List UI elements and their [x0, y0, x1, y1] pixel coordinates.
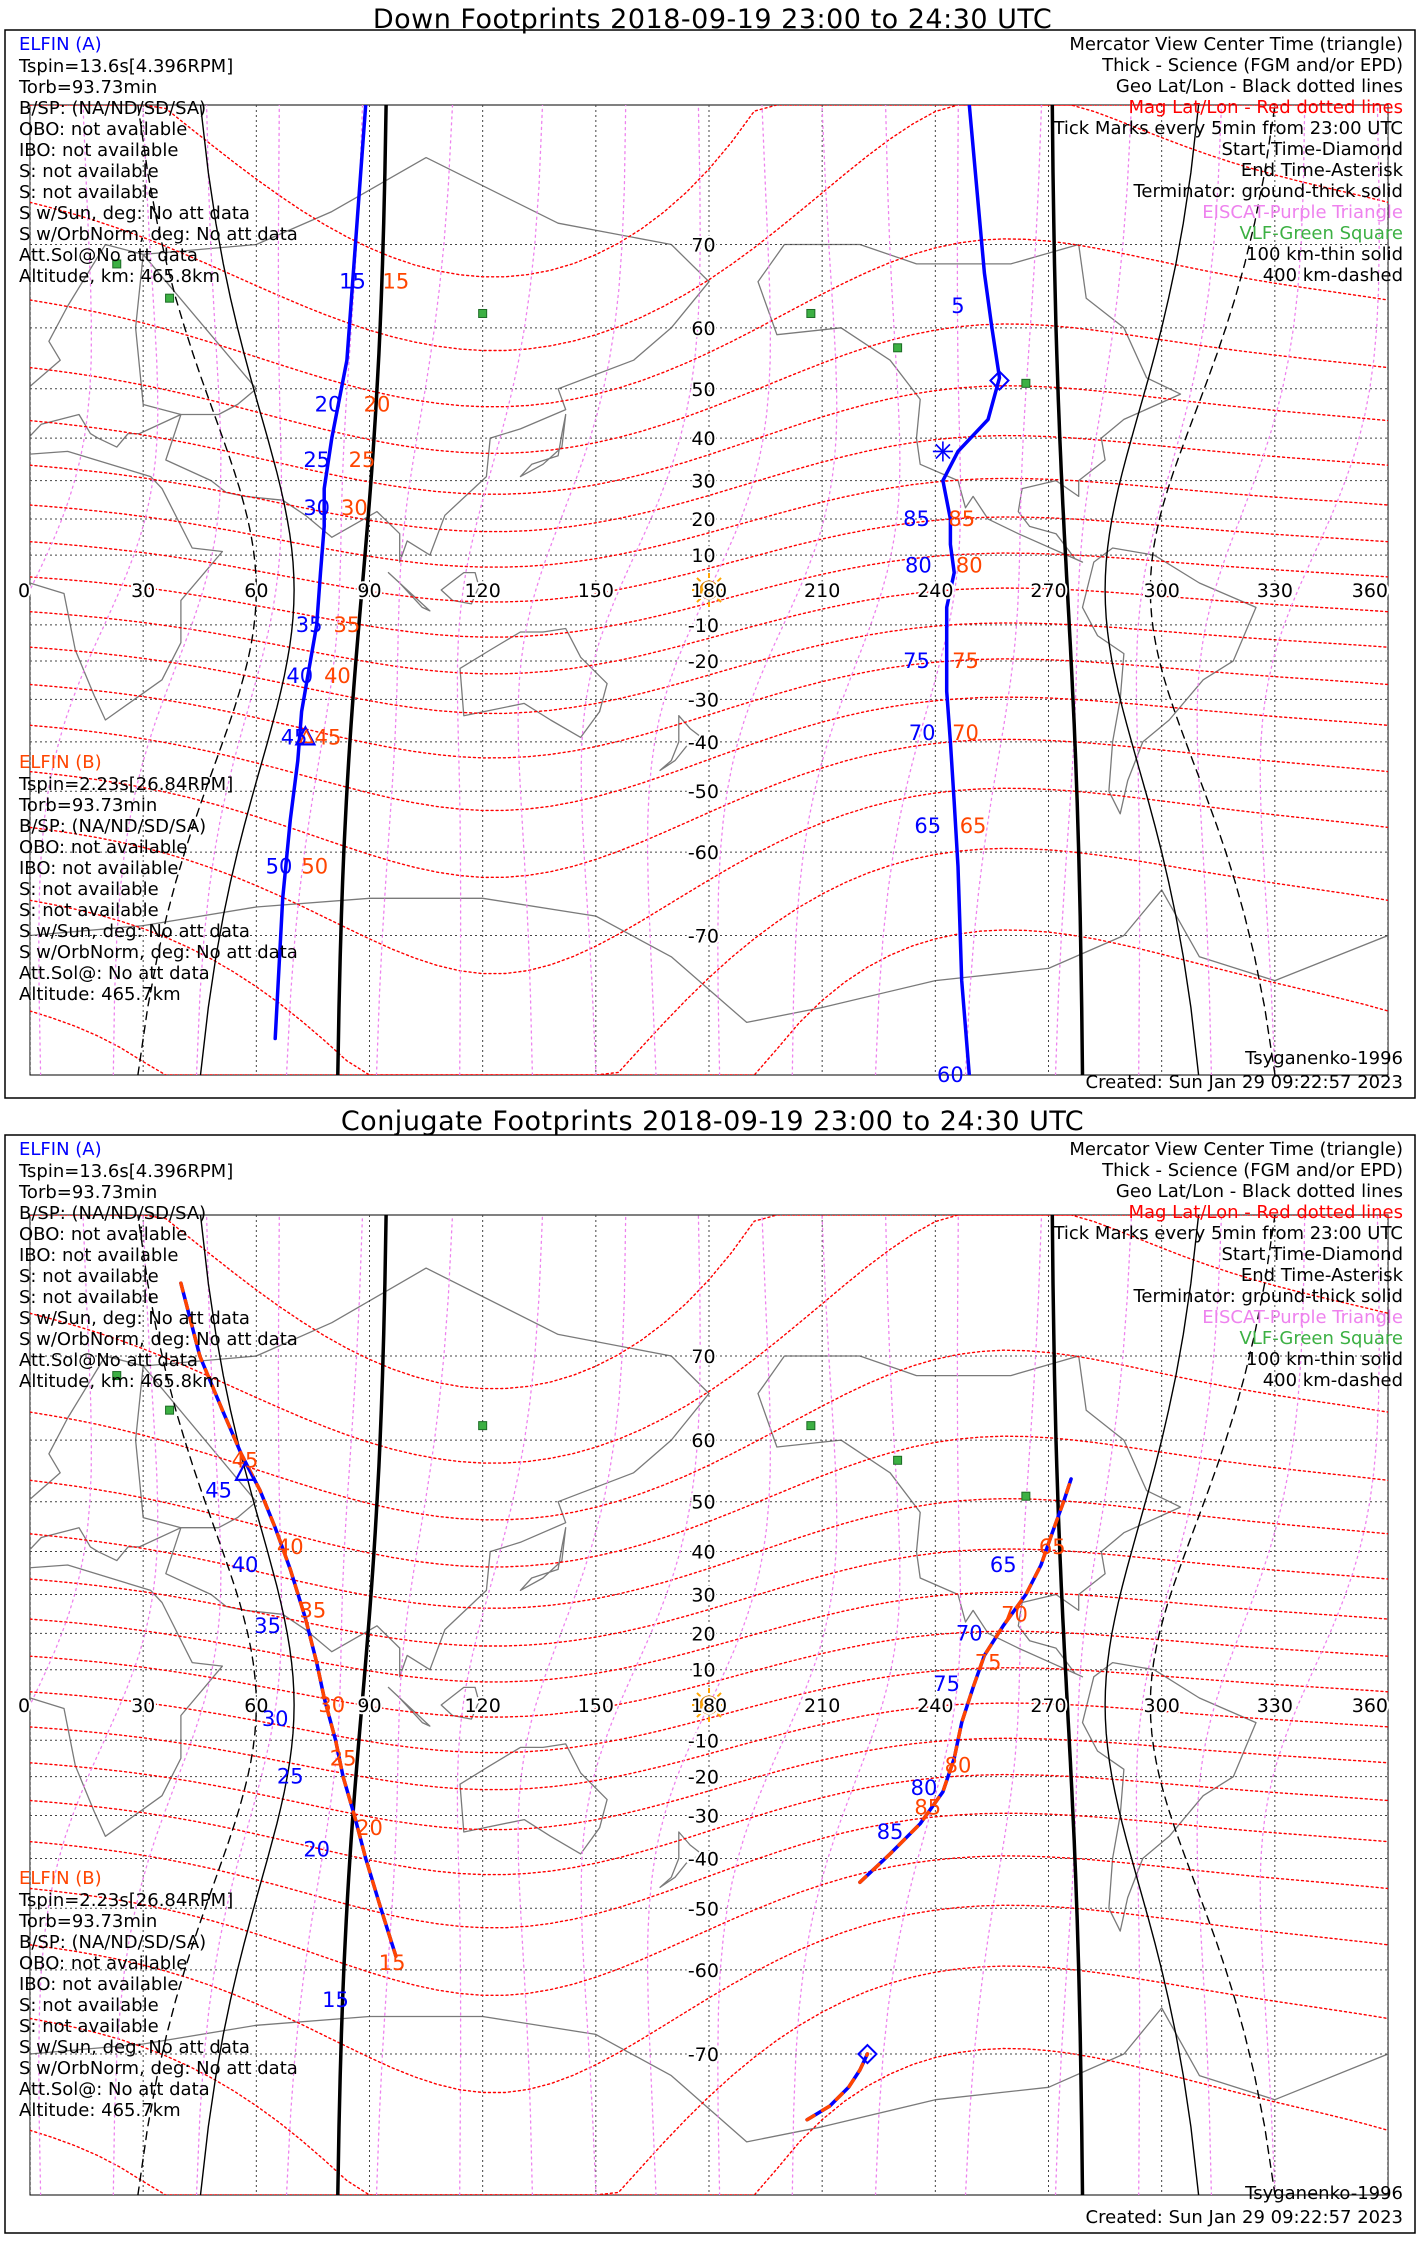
elfin-b-tick: 65: [1038, 1534, 1066, 1559]
elfin-a-line: S w/OrbNorm, deg: No att data: [19, 224, 298, 245]
legend-line: Terminator: ground-thick solid: [1133, 181, 1403, 202]
elfin-b-tick: 30: [318, 1693, 346, 1717]
lat-label: 60: [691, 1430, 716, 1453]
elfin-a-tick: 5: [951, 293, 965, 318]
legend-line: VLF-Green Square: [1239, 223, 1403, 244]
elfin-b-tick: 35: [299, 1598, 327, 1623]
legend-line: 100 km-thin solid: [1246, 1349, 1403, 1370]
elfin-b-line: S: not available: [19, 900, 159, 921]
lat-label: 10: [691, 1659, 716, 1682]
elfin-b-tick: 80: [944, 1753, 972, 1778]
elfin-a-tick: 45: [205, 1478, 232, 1503]
lon-label: 210: [804, 1695, 841, 1717]
elfin-b-tick: 85: [914, 1795, 942, 1820]
map-panel-0: [0, 30, 1415, 1098]
elfin-b-line: Att.Sol@: No att data: [19, 2079, 210, 2100]
elfin-b-line: S w/Sun, deg: No att data: [19, 2037, 250, 2058]
elfin-b-tick: 35: [333, 612, 361, 637]
lat-label: -70: [687, 2044, 719, 2067]
vlf-square: [479, 1422, 487, 1430]
elfin-b-line: S w/Sun, deg: No att data: [19, 921, 250, 942]
elfin-b-line: B/SP: (NA/ND/SD/SA): [19, 816, 207, 837]
elfin-b-line: S: not available: [19, 1995, 159, 2016]
legend-line: Start Time-Diamond: [1221, 1244, 1403, 1265]
elfin-b-line: Torb=93.73min: [19, 1911, 158, 1932]
vlf-square: [166, 294, 174, 302]
lon-label: 180: [690, 1695, 728, 1717]
elfin-a-tick: 70: [908, 720, 936, 745]
legend-line: 400 km-dashed: [1262, 1370, 1403, 1391]
elfin-b-line: OBO: not available: [19, 837, 188, 858]
elfin-b-tick: 30: [341, 495, 368, 520]
lon-label: 360: [1351, 1695, 1388, 1717]
legend-line: Tick Marks every 5min from 23:00 UTC: [1053, 118, 1403, 139]
elfin-a-tick: 75: [933, 1671, 961, 1696]
elfin-a-tick: 15: [322, 1987, 349, 2012]
legend-line: Geo Lat/Lon - Black dotted lines: [1115, 76, 1403, 97]
elfin-a-line: S: not available: [19, 1266, 159, 1287]
elfin-a-line: OBO: not available: [19, 1224, 188, 1245]
elfin-a-tick: 30: [303, 495, 331, 520]
legend-line: Start Time-Diamond: [1221, 139, 1403, 160]
lat-label: -50: [687, 1898, 719, 1921]
elfin-b-tick: 25: [348, 448, 376, 473]
coastline: [388, 1687, 430, 1726]
vlf-square: [894, 1456, 902, 1464]
elfin-b-line: Tspin=2.23s[26.84RPM]: [19, 1890, 234, 1911]
vlf-square: [894, 344, 902, 352]
elfin-a-line: Altitude, km: 465.8km: [19, 1371, 221, 1392]
elfin-a-header: ELFIN (A): [19, 1139, 102, 1160]
elfin-b-line: S w/OrbNorm, deg: No att data: [19, 942, 298, 963]
elfin-b-tick: 75: [952, 648, 979, 673]
elfin-b-line: OBO: not available: [19, 1953, 188, 1974]
lat-label: 40: [691, 1541, 716, 1564]
vlf-square: [807, 309, 815, 317]
lat-label: 50: [691, 378, 716, 401]
lon-label: 270: [1030, 580, 1067, 602]
legend-line: EISCAT-Purple Triangle: [1202, 1307, 1403, 1328]
elfin-b-tick: 80: [955, 553, 983, 578]
elfin-b-line: Att.Sol@: No att data: [19, 963, 210, 984]
lat-label: -70: [687, 925, 719, 948]
lat-label: -30: [687, 689, 719, 712]
lon-label: 60: [244, 1695, 269, 1717]
lon-label: 0: [18, 580, 31, 602]
elfin-a-line: Torb=93.73min: [19, 1182, 158, 1203]
lat-label: 20: [691, 509, 716, 532]
elfin-b-line: S: not available: [19, 879, 159, 900]
lon-label: 120: [464, 1695, 501, 1717]
elfin-a-tick: 70: [955, 1621, 983, 1646]
elfin-a-line: S w/OrbNorm, deg: No att data: [19, 1329, 298, 1350]
elfin-b-line: S: not available: [19, 2016, 159, 2037]
lat-label: 20: [691, 1623, 716, 1646]
elfin-a-line: IBO: not available: [19, 1245, 179, 1266]
coastline: [520, 415, 565, 477]
elfin-a-track: [807, 2054, 867, 2120]
panel-title-down: Down Footprints 2018-09-19 23:00 to 24:30 UTC: [372, 4, 1053, 35]
legend-line: End Time-Asterisk: [1240, 1265, 1403, 1286]
elfin-a-tick: 80: [910, 1775, 938, 1800]
elfin-b-tick: 20: [363, 392, 391, 417]
elfin-a-line: OBO: not available: [19, 119, 188, 140]
vlf-square: [1022, 379, 1030, 387]
created-label: Created: Sun Jan 29 09:22:57 2023: [1085, 1072, 1403, 1093]
legend-line: Mercator View Center Time (triangle): [1069, 1139, 1403, 1160]
vlf-square: [166, 1406, 174, 1414]
elfin-b-tick: 45: [314, 725, 342, 750]
elfin-b-tick: 40: [276, 1534, 304, 1559]
coastline: [460, 1744, 607, 1854]
lat-label: 70: [691, 234, 716, 257]
elfin-a-tick: 20: [303, 1837, 331, 1862]
elfin-a-track: [275, 105, 366, 1039]
mag-meridian: [287, 105, 363, 1075]
lat-label: -60: [687, 1959, 719, 1982]
elfin-a-tick: 85: [903, 507, 930, 532]
lon-label: 330: [1256, 1695, 1293, 1717]
elfin-a-tick: 65: [989, 1553, 1017, 1578]
elfin-b-tick: 50: [301, 854, 329, 879]
legend-line: Terminator: ground-thick solid: [1133, 1286, 1403, 1307]
lon-label: 210: [804, 580, 841, 602]
elfin-a-header: ELFIN (A): [19, 34, 102, 55]
elfin-a-line: S: not available: [19, 161, 159, 182]
vlf-square: [807, 1422, 815, 1430]
lat-label: -10: [687, 1730, 719, 1753]
lon-label: 360: [1351, 580, 1388, 602]
elfin-b-tick: 45: [231, 1448, 259, 1473]
lat-label: -10: [687, 614, 719, 637]
elfin-a-line: Att.Sol@No att data: [19, 1350, 198, 1371]
panel-title-conjugate: Conjugate Footprints 2018-09-19 23:00 to 24:30 UTC: [340, 1106, 1085, 1137]
vlf-square: [1022, 1492, 1030, 1500]
legend-line: Thick - Science (FGM and/or EPD): [1102, 1160, 1403, 1181]
elfin-a-tick: 25: [303, 448, 331, 473]
coastline: [388, 573, 430, 611]
elfin-a-tick: 35: [254, 1613, 282, 1638]
elfin-b-header: ELFIN (B): [19, 1868, 102, 1889]
legend-line: 100 km-thin solid: [1246, 244, 1403, 265]
elfin-b-line: B/SP: (NA/ND/SD/SA): [19, 1932, 207, 1953]
elfin-a-tick: 40: [286, 663, 314, 688]
elfin-b-line: Altitude: 465.7km: [19, 2100, 181, 2121]
lon-label: 150: [577, 580, 614, 602]
lon-label: 120: [464, 580, 501, 602]
elfin-a-tick: 15: [339, 269, 366, 294]
elfin-a-tick: 50: [265, 854, 293, 879]
legend-line: Geo Lat/Lon - Black dotted lines: [1115, 1181, 1403, 1202]
lon-label: 330: [1256, 580, 1293, 602]
elfin-b-line: IBO: not available: [19, 1974, 179, 1995]
lat-label: 30: [691, 470, 716, 493]
elfin-b-tick: 20: [356, 1815, 383, 1840]
elfin-a-line: B/SP: (NA/ND/SD/SA): [19, 98, 207, 119]
elfin-b-track: [807, 2054, 867, 2120]
created-label: Created: Sun Jan 29 09:22:57 2023: [1085, 2207, 1403, 2228]
lon-label: 30: [131, 580, 156, 602]
elfin-a-tick: 40: [231, 1553, 259, 1578]
elfin-a-line: S w/Sun, deg: No att data: [19, 203, 250, 224]
lon-label: 30: [131, 1695, 156, 1717]
elfin-b-line: Tspin=2.23s[26.84RPM]: [19, 774, 234, 795]
elfin-a-tick: 30: [261, 1707, 289, 1732]
elfin-a-tick: 35: [295, 612, 323, 637]
elfin-a-line: S: not available: [19, 182, 159, 203]
map-panel-1: [0, 1135, 1415, 2233]
lon-label: 240: [917, 1695, 954, 1717]
lat-label: -50: [687, 781, 719, 804]
coastline: [520, 1528, 565, 1591]
lat-label: -60: [687, 842, 719, 865]
elfin-a-tick: 85: [876, 1820, 904, 1845]
lon-label: 60: [244, 580, 269, 602]
legend-line: Thick - Science (FGM and/or EPD): [1102, 55, 1403, 76]
lat-label: -20: [687, 1766, 719, 1789]
lon-label: 180: [690, 580, 728, 602]
elfin-a-tick: 60: [937, 1063, 964, 1087]
lat-label: 70: [691, 1345, 716, 1368]
lon-label: 90: [357, 1695, 382, 1717]
elfin-b-line: Torb=93.73min: [19, 795, 158, 816]
legend-line: End Time-Asterisk: [1240, 160, 1403, 181]
lon-label: 90: [357, 580, 382, 602]
lon-label: 150: [577, 1695, 614, 1717]
coastline: [460, 629, 607, 738]
elfin-b-tick: 70: [952, 720, 979, 745]
coastline: [0, 1565, 222, 1836]
elfin-a-tick: 75: [903, 648, 930, 673]
elfin-b-tick: 85: [948, 507, 976, 532]
lat-label: 10: [691, 545, 716, 568]
legend-line: Mercator View Center Time (triangle): [1069, 34, 1403, 55]
elfin-a-line: Tspin=13.6s[4.396RPM]: [19, 1161, 234, 1182]
elfin-a-line: S: not available: [19, 1287, 159, 1308]
lat-label: 60: [691, 317, 716, 340]
elfin-a-tick: 20: [314, 392, 342, 417]
elfin-a-tick: 80: [904, 553, 932, 578]
vlf-square: [479, 309, 487, 317]
elfin-b-line: S w/OrbNorm, deg: No att data: [19, 2058, 298, 2079]
lat-label: 50: [691, 1491, 716, 1514]
lon-label: 0: [18, 1695, 31, 1717]
elfin-a-line: B/SP: (NA/ND/SD/SA): [19, 1203, 207, 1224]
elfin-b-tick: 15: [382, 269, 410, 294]
elfin-b-tick: 65: [959, 813, 987, 838]
legend-line: Mag Lat/Lon - Red dotted lines: [1128, 97, 1403, 118]
elfin-a-line: Att.Sol@No att data: [19, 245, 198, 266]
lat-label: 40: [691, 428, 716, 451]
elfin-a-tick: 65: [914, 813, 942, 838]
legend-line: 400 km-dashed: [1262, 265, 1403, 286]
elfin-b-tick: 25: [329, 1746, 357, 1771]
elfin-a-line: Altitude, km: 465.8km: [19, 266, 221, 287]
elfin-a-line: Tspin=13.6s[4.396RPM]: [19, 56, 234, 77]
elfin-b-tick: 40: [324, 663, 351, 688]
elfin-b-line: IBO: not available: [19, 858, 179, 879]
lon-label: 300: [1143, 1695, 1180, 1717]
lat-label: 30: [691, 1584, 716, 1607]
elfin-b-line: Altitude: 465.7km: [19, 984, 181, 1005]
elfin-b-tick: 70: [1001, 1602, 1028, 1627]
lat-label: -40: [687, 731, 719, 754]
model-label: Tsyganenko-1996: [1245, 2183, 1403, 2204]
elfin-a-line: Torb=93.73min: [19, 77, 158, 98]
lat-label: -30: [687, 1805, 719, 1828]
legend-line: VLF-Green Square: [1239, 1328, 1403, 1349]
lat-label: -20: [687, 650, 719, 673]
legend-line: EISCAT-Purple Triangle: [1202, 202, 1403, 223]
model-label: Tsyganenko-1996: [1245, 1048, 1403, 1069]
elfin-b-tick: 15: [378, 1950, 406, 1975]
elfin-a-tick: 25: [276, 1764, 304, 1789]
lon-label: 240: [917, 580, 954, 602]
elfin-b-header: ELFIN (B): [19, 752, 102, 773]
lat-label: -40: [687, 1848, 719, 1871]
legend-line: Tick Marks every 5min from 23:00 UTC: [1053, 1223, 1403, 1244]
lon-label: 270: [1030, 1695, 1067, 1717]
coastline: [0, 451, 222, 720]
elfin-a-tick: 45: [280, 725, 308, 750]
legend-line: Mag Lat/Lon - Red dotted lines: [1128, 1202, 1403, 1223]
elfin-a-line: IBO: not available: [19, 140, 179, 161]
lon-label: 300: [1143, 580, 1180, 602]
elfin-a-line: S w/Sun, deg: No att data: [19, 1308, 250, 1329]
elfin-b-tick: 75: [974, 1650, 1002, 1675]
